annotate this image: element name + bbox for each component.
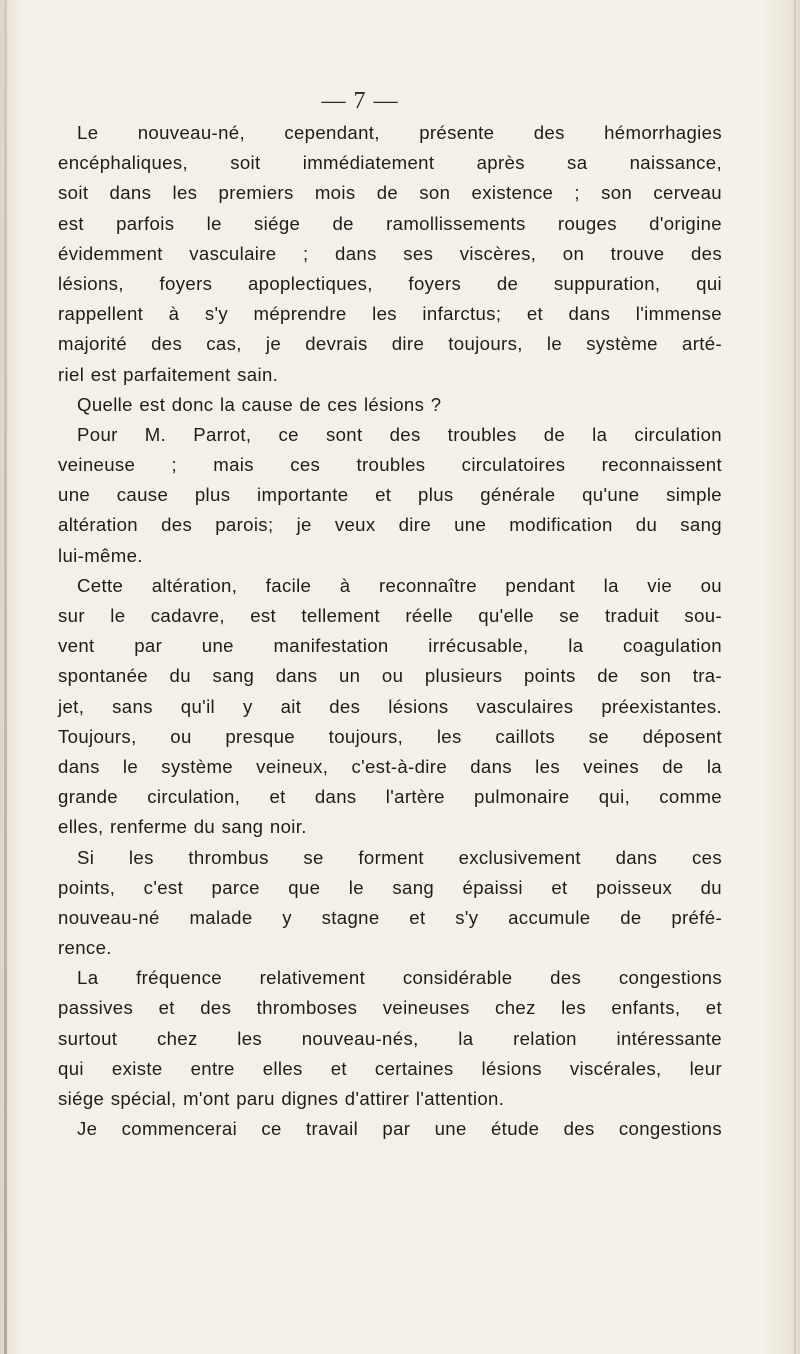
text-line: majorité des cas, je devrais dire toujours, le système arté- [58, 333, 722, 355]
text-line: lui-même. [58, 544, 143, 566]
text-line: points, c'est parce que le sang épaissi et poisseux du [58, 876, 722, 898]
text-line: lésions, foyers apoplectiques, foyers de suppuration, qui [58, 272, 722, 294]
text-line: altération des parois; je veux dire une modification du sang [58, 514, 722, 536]
text-line: nouveau-né malade y stagne et s'y accumule de préfé- [58, 906, 722, 928]
body-text [58, 118, 722, 1144]
text-line: Pour M. Parrot, ce sont des troubles de la circulation [77, 423, 722, 445]
text-line: Quelle est donc la cause de ces lésions ? [77, 393, 442, 415]
text-line: rappellent à s'y méprendre les infarctus; et dans l'immense [58, 303, 722, 325]
text-line: encéphaliques, soit immédiatement après sa naissance, [58, 152, 722, 174]
text-line: une cause plus importante et plus générale qu'une simple [58, 484, 722, 506]
text-line: évidemment vasculaire ; dans ses viscères, on trouve des [58, 242, 722, 264]
page-left-edge [4, 0, 7, 1354]
text-line: rence. [58, 937, 112, 959]
text-line: riel est parfaitement sain. [58, 363, 279, 385]
text-line: surtout chez les nouveau-nés, la relation intéressante [58, 1027, 722, 1049]
text-line: Le nouveau-né, cependant, présente des hémorrhagies [77, 122, 722, 143]
text-line: jet, sans qu'il y ait des lésions vasculaires préexistantes. [58, 695, 722, 717]
text-line: veineuse ; mais ces troubles circulatoires reconnaissent [58, 454, 722, 476]
text-line: Cette altération, facile à reconnaître pendant la vie ou [77, 574, 722, 596]
text-line: soit dans les premiers mois de son existence ; son cerveau [58, 182, 722, 204]
text-line: vent par une manifestation irrécusable, la coagulation [58, 635, 722, 657]
text-line: grande circulation, et dans l'artère pulmonaire qui, comme [58, 786, 722, 808]
text-line: La fréquence relativement considérable des congestions [77, 967, 722, 989]
text-line: sur le cadavre, est tellement réelle qu'elle se traduit sou- [58, 605, 722, 626]
text-line: elles, renferme du sang noir. [58, 816, 307, 838]
text-line: Je commencerai ce travail par une étude des congestions [77, 1118, 722, 1140]
text-line: siége spécial, m'ont paru dignes d'attirer l'attention. [58, 1088, 505, 1109]
page-number: — 7 — [321, 88, 399, 114]
text-line: qui existe entre elles et certaines lésions viscérales, leur [58, 1057, 722, 1079]
text-line: Toujours, ou presque toujours, les caillots se déposent [58, 725, 722, 747]
text-line: dans le système veineux, c'est-à-dire dans les veines de la [58, 755, 722, 777]
text-line: est parfois le siége de ramollissements rouges d'origine [58, 212, 722, 234]
text-line: spontanée du sang dans un ou plusieurs points de son tra- [58, 665, 722, 687]
text-line: Si les thrombus se forment exclusivement dans ces [77, 846, 722, 868]
page-right-edge [794, 0, 796, 1354]
text-line: passives et des thromboses veineuses chez les enfants, et [58, 997, 722, 1019]
